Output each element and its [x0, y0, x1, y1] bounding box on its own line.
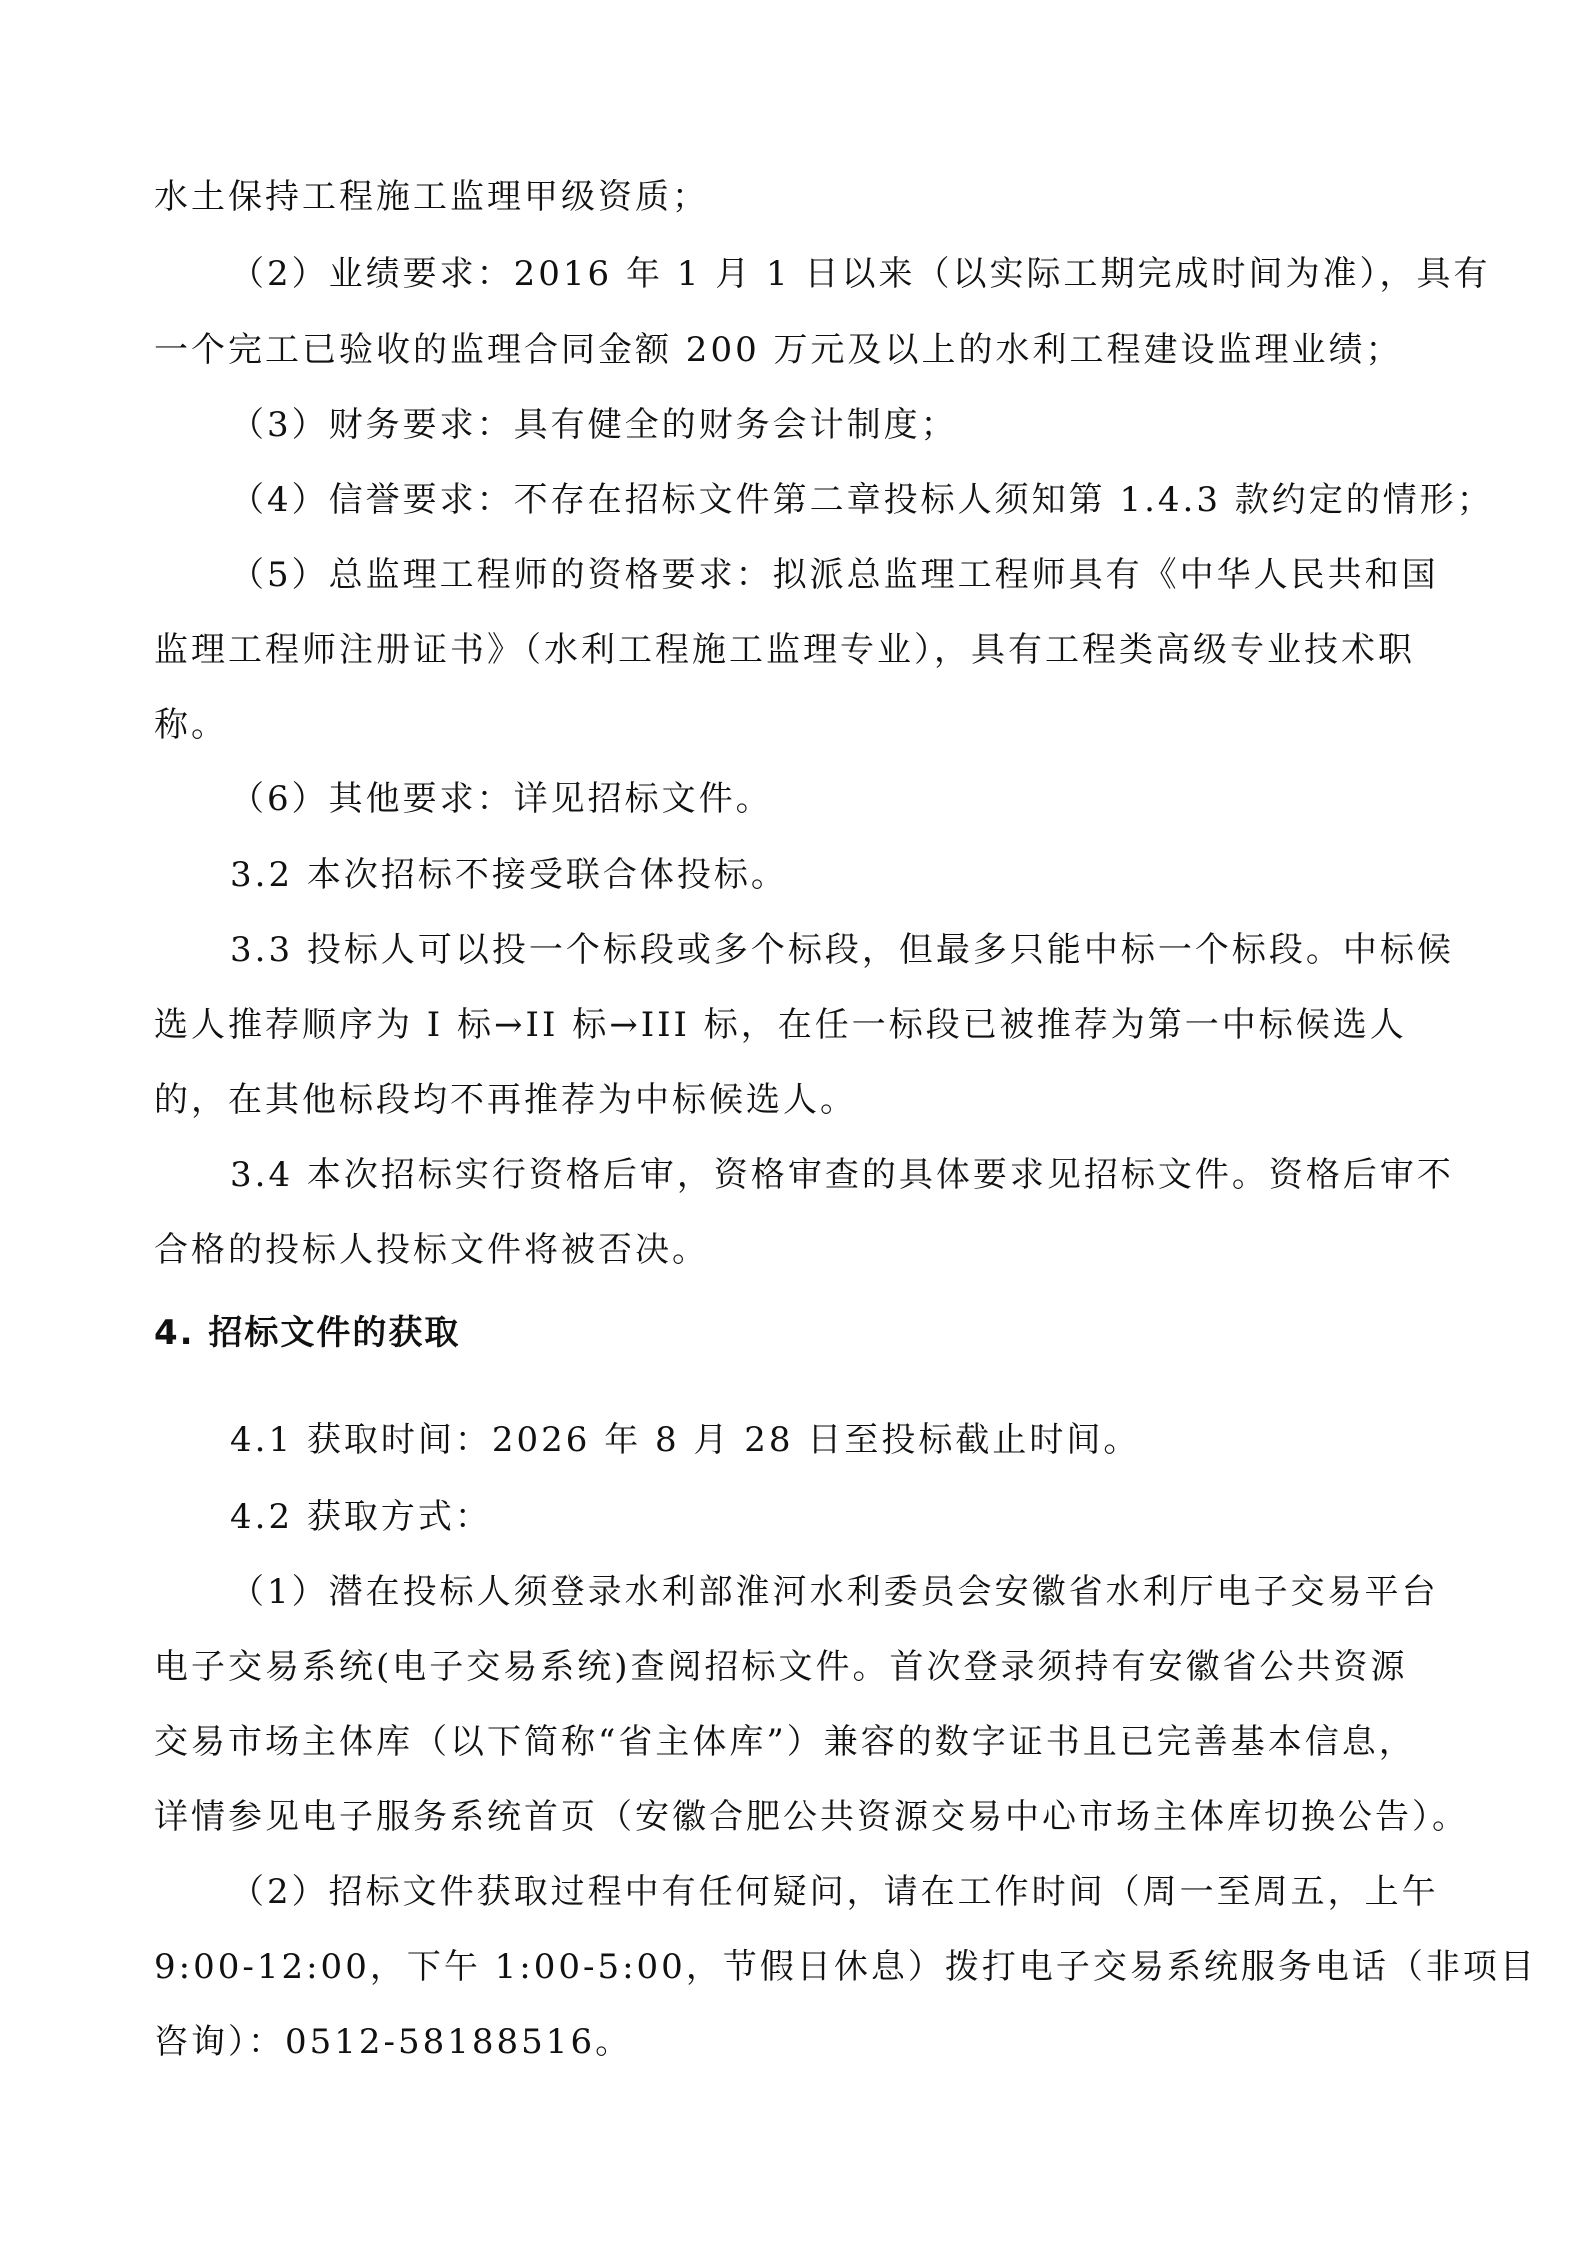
paragraph-line: （2）招标文件获取过程中有任何疑问，请在工作时间（周一至周五，上午 [230, 1872, 1439, 1912]
section-heading: 4. 招标文件的获取 [154, 1313, 461, 1353]
paragraph-line: （1）潜在投标人须登录水利部淮河水利委员会安徽省水利厅电子交易平台 [230, 1572, 1439, 1612]
paragraph-line: 电子交易系统(电子交易系统)查阅招标文件。首次登录须持有安徽省公共资源 [154, 1647, 1408, 1687]
paragraph-line: （6）其他要求：详见招标文件。 [230, 779, 773, 819]
paragraph-line: （4）信誉要求：不存在招标文件第二章投标人须知第 1.4.3 款约定的情形； [230, 480, 1494, 520]
paragraph-line: 详情参见电子服务系统首页（安徽合肥公共资源交易中心市场主体库切换公告）。 [154, 1797, 1469, 1837]
paragraph-line: 的，在其他标段均不再推荐为中标候选人。 [154, 1080, 857, 1120]
paragraph-line: （5）总监理工程师的资格要求：拟派总监理工程师具有《中华人民共和国 [230, 555, 1439, 595]
paragraph-line: 3.3 投标人可以投一个标段或多个标段，但最多只能中标一个标段。中标候 [230, 930, 1454, 970]
paragraph-line: 4.2 获取方式： [230, 1497, 492, 1537]
paragraph-line: 一个完工已验收的监理合同金额 200 万元及以上的水利工程建设监理业绩； [154, 330, 1403, 370]
paragraph-line: 3.2 本次招标不接受联合体投标。 [230, 855, 788, 895]
paragraph-line: 9:00-12:00，下午 1:00-5:00，节假日休息）拨打电子交易系统服务电话（非项目 [154, 1947, 1537, 1987]
paragraph-line: 3.4 本次招标实行资格后审，资格审查的具体要求见招标文件。资格后审不 [230, 1155, 1454, 1195]
paragraph-line: 监理工程师注册证书》（水利工程施工监理专业），具有工程类高级专业技术职 [154, 630, 1415, 670]
paragraph-line: 水土保持工程施工监理甲级资质； [154, 177, 709, 217]
paragraph-line: （2）业绩要求：2016 年 1 月 1 日以来（以实际工期完成时间为准），具有 [230, 254, 1491, 294]
paragraph-line: （3）财务要求：具有健全的财务会计制度； [230, 405, 958, 445]
paragraph-line: 合格的投标人投标文件将被否决。 [154, 1230, 709, 1270]
paragraph-line: 称。 [154, 705, 228, 745]
paragraph-line: 4.1 获取时间：2026 年 8 月 28 日至投标截止时间。 [230, 1420, 1141, 1460]
paragraph-line: 交易市场主体库（以下简称“省主体库”）兼容的数字证书且已完善基本信息， [154, 1722, 1416, 1762]
paragraph-line: 选人推荐顺序为 I 标→II 标→III 标，在任一标段已被推荐为第一中标候选人 [154, 1005, 1407, 1045]
paragraph-line: 咨询）：0512-58188516。 [154, 2022, 633, 2062]
